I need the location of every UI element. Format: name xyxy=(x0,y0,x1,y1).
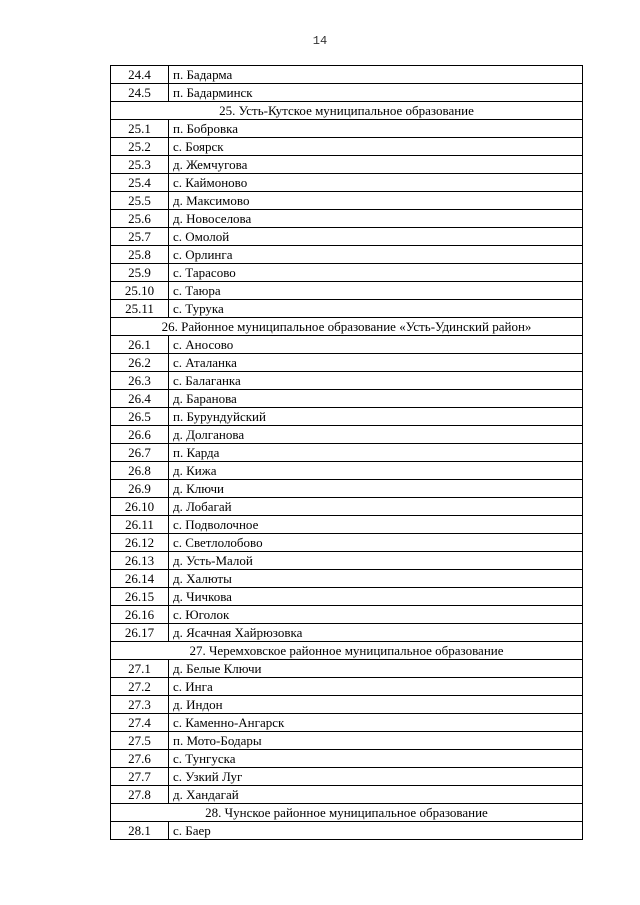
table-row xyxy=(111,354,583,372)
settlement-name: д. Белые Ключи xyxy=(169,660,583,678)
settlement-name: д. Кижа xyxy=(169,462,583,480)
settlement-name: с. Тарасово xyxy=(169,264,583,282)
item-number: 25.5 xyxy=(111,192,169,210)
item-number: 27.7 xyxy=(111,768,169,786)
settlement-name: д. Жемчугова xyxy=(169,156,583,174)
settlement-name: д. Максимово xyxy=(169,192,583,210)
item-number: 26.17 xyxy=(111,624,169,642)
settlement-name: с. Светлолобово xyxy=(169,534,583,552)
table-row xyxy=(111,282,583,300)
table-row xyxy=(111,732,583,750)
settlement-name: д. Баранова xyxy=(169,390,583,408)
table-row xyxy=(111,390,583,408)
table-row xyxy=(111,570,583,588)
section-title: 28. Чунское районное муниципальное образование xyxy=(111,804,583,822)
item-number: 25.11 xyxy=(111,300,169,318)
settlement-name: д. Ясачная Хайрюзовка xyxy=(169,624,583,642)
settlement-name: п. Бурундуйский xyxy=(169,408,583,426)
table-row xyxy=(111,192,583,210)
item-number: 27.5 xyxy=(111,732,169,750)
settlement-name: с. Юголок xyxy=(169,606,583,624)
page-number: 14 xyxy=(312,34,328,48)
table-row xyxy=(111,336,583,354)
table-row xyxy=(111,264,583,282)
item-number: 27.2 xyxy=(111,678,169,696)
table-body xyxy=(111,66,583,840)
item-number: 26.16 xyxy=(111,606,169,624)
settlement-name: с. Аталанка xyxy=(169,354,583,372)
table-row xyxy=(111,624,583,642)
section-header-row xyxy=(111,318,583,336)
item-number: 26.14 xyxy=(111,570,169,588)
section-title: 25. Усть-Кутское муниципальное образование xyxy=(111,102,583,120)
settlement-name: с. Балаганка xyxy=(169,372,583,390)
item-number: 26.12 xyxy=(111,534,169,552)
section-title: 27. Черемховское районное муниципальное образование xyxy=(111,642,583,660)
table-row xyxy=(111,786,583,804)
table-row xyxy=(111,822,583,840)
table-row xyxy=(111,678,583,696)
table-row xyxy=(111,300,583,318)
item-number: 25.3 xyxy=(111,156,169,174)
item-number: 26.13 xyxy=(111,552,169,570)
item-number: 25.4 xyxy=(111,174,169,192)
settlement-name: с. Подволочное xyxy=(169,516,583,534)
settlement-name: п. Мото-Бодары xyxy=(169,732,583,750)
settlement-name: д. Халюты xyxy=(169,570,583,588)
item-number: 25.7 xyxy=(111,228,169,246)
settlement-name: с. Таюра xyxy=(169,282,583,300)
settlement-name: д. Хандагай xyxy=(169,786,583,804)
table-row xyxy=(111,228,583,246)
item-number: 27.1 xyxy=(111,660,169,678)
table-row xyxy=(111,498,583,516)
table-row xyxy=(111,372,583,390)
item-number: 26.4 xyxy=(111,390,169,408)
item-number: 26.5 xyxy=(111,408,169,426)
table-row xyxy=(111,750,583,768)
section-title: 26. Районное муниципальное образование «Усть-Удинский район» xyxy=(111,318,583,336)
table-row xyxy=(111,714,583,732)
item-number: 25.2 xyxy=(111,138,169,156)
table-row xyxy=(111,426,583,444)
settlement-name: с. Инга xyxy=(169,678,583,696)
item-number: 26.2 xyxy=(111,354,169,372)
item-number: 26.1 xyxy=(111,336,169,354)
item-number: 26.3 xyxy=(111,372,169,390)
table-row xyxy=(111,534,583,552)
item-number: 28.1 xyxy=(111,822,169,840)
section-header-row xyxy=(111,804,583,822)
item-number: 27.4 xyxy=(111,714,169,732)
settlement-name: д. Ключи xyxy=(169,480,583,498)
settlement-name: п. Бадарма xyxy=(169,66,583,84)
table-row xyxy=(111,588,583,606)
table-row xyxy=(111,138,583,156)
item-number: 26.7 xyxy=(111,444,169,462)
section-header-row xyxy=(111,102,583,120)
item-number: 26.11 xyxy=(111,516,169,534)
item-number: 24.4 xyxy=(111,66,169,84)
table-row xyxy=(111,156,583,174)
table-row xyxy=(111,552,583,570)
item-number: 26.15 xyxy=(111,588,169,606)
settlement-name: п. Бобровка xyxy=(169,120,583,138)
item-number: 26.9 xyxy=(111,480,169,498)
table-row xyxy=(111,246,583,264)
settlement-name: с. Омолой xyxy=(169,228,583,246)
settlement-name: д. Чичкова xyxy=(169,588,583,606)
item-number: 27.6 xyxy=(111,750,169,768)
table-row xyxy=(111,66,583,84)
settlement-name: с. Турука xyxy=(169,300,583,318)
table-row xyxy=(111,480,583,498)
table-row xyxy=(111,516,583,534)
settlement-name: с. Каменно-Ангарск xyxy=(169,714,583,732)
settlement-name: с. Тунгуска xyxy=(169,750,583,768)
table-row xyxy=(111,696,583,714)
table-row xyxy=(111,84,583,102)
table-row xyxy=(111,462,583,480)
settlement-name: п. Карда xyxy=(169,444,583,462)
settlement-name: с. Орлинга xyxy=(169,246,583,264)
settlement-name: д. Лобагай xyxy=(169,498,583,516)
item-number: 26.8 xyxy=(111,462,169,480)
table-row xyxy=(111,408,583,426)
table-row xyxy=(111,120,583,138)
item-number: 25.8 xyxy=(111,246,169,264)
item-number: 25.6 xyxy=(111,210,169,228)
table-row xyxy=(111,768,583,786)
item-number: 27.8 xyxy=(111,786,169,804)
table-row xyxy=(111,606,583,624)
item-number: 26.6 xyxy=(111,426,169,444)
item-number: 25.9 xyxy=(111,264,169,282)
item-number: 25.1 xyxy=(111,120,169,138)
item-number: 25.10 xyxy=(111,282,169,300)
settlements-table xyxy=(110,65,583,840)
table-row xyxy=(111,660,583,678)
item-number: 24.5 xyxy=(111,84,169,102)
item-number: 27.3 xyxy=(111,696,169,714)
settlement-name: с. Узкий Луг xyxy=(169,768,583,786)
settlement-name: д. Индон xyxy=(169,696,583,714)
settlement-name: с. Баер xyxy=(169,822,583,840)
settlement-name: п. Бадарминск xyxy=(169,84,583,102)
settlement-name: д. Усть-Малой xyxy=(169,552,583,570)
settlement-name: с. Каймоново xyxy=(169,174,583,192)
table-row xyxy=(111,174,583,192)
settlement-name: с. Боярск xyxy=(169,138,583,156)
settlement-name: с. Аносово xyxy=(169,336,583,354)
settlement-name: д. Долганова xyxy=(169,426,583,444)
item-number: 26.10 xyxy=(111,498,169,516)
table-row xyxy=(111,210,583,228)
section-header-row xyxy=(111,642,583,660)
table-row xyxy=(111,444,583,462)
settlement-name: д. Новоселова xyxy=(169,210,583,228)
